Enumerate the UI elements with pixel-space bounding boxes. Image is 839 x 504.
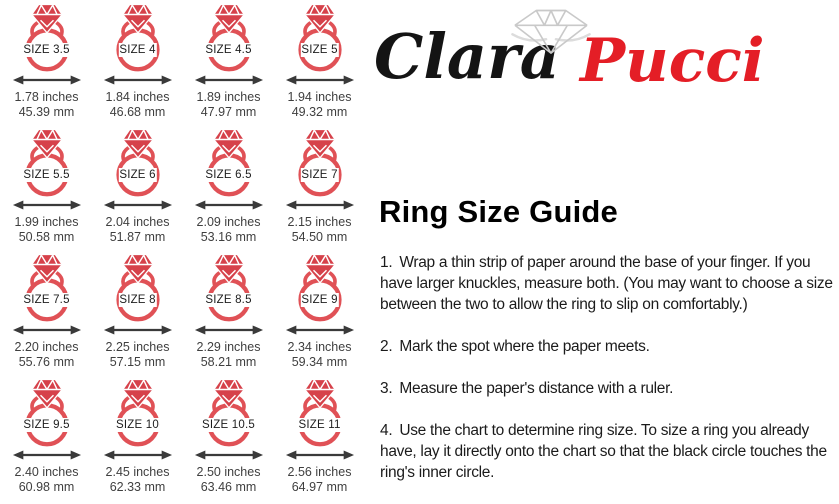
diameter-measurements	[288, 465, 352, 495]
ring-diamond-icon	[193, 378, 265, 450]
diameter-arrow-icon	[285, 324, 355, 336]
ring-size-cell	[183, 127, 274, 252]
instruction-step-2	[380, 336, 838, 357]
diameter-inches: 2.15 inches	[287, 215, 352, 229]
diameter-measurements	[288, 215, 352, 245]
ring-diamond-icon	[284, 3, 356, 75]
ring-size-label: SIZE 5.5	[23, 169, 70, 181]
instructions-list	[380, 252, 838, 504]
diameter-arrow-icon	[12, 324, 82, 336]
ring-size-label: SIZE 8	[119, 294, 156, 306]
diameter-inches: 2.40 inches	[14, 465, 79, 479]
diameter-inches: 2.45 inches	[105, 465, 170, 479]
ring-diamond-icon	[11, 3, 83, 75]
ring-size-label: SIZE 9	[301, 294, 338, 306]
diameter-arrow-icon	[12, 199, 82, 211]
diameter-mm: 54.50 mm	[291, 230, 348, 244]
ring-diamond-icon	[11, 253, 83, 325]
diameter-inches: 2.04 inches	[105, 215, 170, 229]
diameter-mm: 49.32 mm	[291, 105, 348, 119]
diameter-mm: 55.76 mm	[18, 355, 75, 369]
diameter-arrow-icon	[103, 324, 173, 336]
ring-diamond-icon	[193, 3, 265, 75]
brand-name-first: Clara	[374, 20, 560, 93]
diameter-measurements	[288, 340, 352, 370]
diameter-mm: 62.33 mm	[109, 480, 166, 494]
ring-diamond-icon	[102, 253, 174, 325]
diameter-arrow-icon	[103, 74, 173, 86]
ring-icon	[11, 378, 83, 447]
diameter-mm: 50.58 mm	[18, 230, 75, 244]
ring-size-cell	[92, 252, 183, 377]
ring-size-label: SIZE 7	[301, 169, 338, 181]
instruction-step-4	[380, 420, 838, 483]
diameter-arrow-icon	[103, 199, 173, 211]
diameter-measurements	[197, 215, 261, 245]
diameter-inches: 2.29 inches	[196, 340, 261, 354]
ring-size-cell	[274, 252, 365, 377]
diameter-inches: 2.50 inches	[196, 465, 261, 479]
ring-size-cell	[92, 127, 183, 252]
diameter-measurements	[197, 465, 261, 495]
ring-diamond-icon	[284, 378, 356, 450]
diameter-mm: 53.16 mm	[200, 230, 257, 244]
diameter-measurements	[15, 90, 79, 120]
ring-size-label: SIZE 11	[298, 419, 341, 431]
ring-icon	[193, 253, 265, 322]
ring-size-label: SIZE 7.5	[23, 294, 70, 306]
diameter-inches: 1.99 inches	[14, 215, 79, 229]
step-number: 2.	[380, 338, 393, 355]
ring-size-cell	[92, 377, 183, 502]
diameter-inches: 1.89 inches	[196, 90, 261, 104]
ring-icon	[284, 128, 356, 197]
instruction-step-1	[380, 252, 838, 315]
ring-size-label: SIZE 9.5	[23, 419, 70, 431]
ring-diamond-icon	[102, 128, 174, 200]
diameter-mm: 58.21 mm	[200, 355, 257, 369]
diameter-mm: 51.87 mm	[109, 230, 166, 244]
step-text: Use the chart to determine ring size. To size a ring you already have, lay it directly onto the chart so that the black circle touches the ring's inner circle.	[380, 422, 827, 481]
diameter-inches: 2.25 inches	[105, 340, 170, 354]
ring-size-cell	[274, 2, 365, 127]
ring-size-cell	[183, 252, 274, 377]
ring-size-cell	[1, 252, 92, 377]
diameter-arrow-icon	[194, 449, 264, 461]
step-number: 1.	[380, 254, 393, 271]
ring-size-label: SIZE 4	[119, 44, 156, 56]
diameter-arrow-icon	[285, 199, 355, 211]
diameter-arrow-icon	[12, 74, 82, 86]
diameter-inches: 2.34 inches	[287, 340, 352, 354]
ring-size-cell	[1, 2, 92, 127]
diameter-arrow-icon	[103, 449, 173, 461]
diameter-measurements	[15, 340, 79, 370]
diameter-arrow-icon	[194, 74, 264, 86]
diameter-mm: 63.46 mm	[200, 480, 257, 494]
ring-size-cell	[1, 377, 92, 502]
ring-diamond-icon	[284, 128, 356, 200]
ring-size-label: SIZE 5	[301, 44, 338, 56]
diameter-measurements	[288, 90, 352, 120]
ring-icon	[193, 3, 265, 72]
ring-diamond-icon	[102, 3, 174, 75]
diameter-inches: 1.78 inches	[14, 90, 79, 104]
diameter-measurements	[15, 215, 79, 245]
ring-icon	[284, 253, 356, 322]
diameter-arrow-icon	[285, 74, 355, 86]
diameter-measurements	[106, 340, 170, 370]
diameter-inches: 2.56 inches	[287, 465, 352, 479]
instruction-step-3	[380, 378, 838, 399]
diameter-inches: 2.09 inches	[196, 215, 261, 229]
diameter-measurements	[106, 215, 170, 245]
step-number: 4.	[380, 422, 393, 439]
diameter-measurements	[106, 90, 170, 120]
diameter-measurements	[15, 465, 79, 495]
ring-icon	[102, 128, 174, 197]
diameter-inches: 1.84 inches	[105, 90, 170, 104]
diameter-mm: 47.97 mm	[200, 105, 257, 119]
ring-icon	[102, 3, 174, 72]
step-text: Wrap a thin strip of paper around the base of your finger. If you have larger knuckles, measure both. (You may want to choose a size between the two to allow the ring to slip on comfortably.)	[380, 254, 833, 313]
ring-icon	[193, 378, 265, 447]
brand-name-second: Pucci	[580, 26, 765, 96]
diameter-mm: 46.68 mm	[109, 105, 166, 119]
diameter-mm: 45.39 mm	[18, 105, 75, 119]
diameter-mm: 59.34 mm	[291, 355, 348, 369]
diameter-mm: 64.97 mm	[291, 480, 348, 494]
ring-icon	[284, 3, 356, 72]
ring-size-label: SIZE 6	[119, 169, 156, 181]
ring-size-chart	[1, 2, 371, 502]
ring-size-label: SIZE 4.5	[205, 44, 252, 56]
diameter-measurements	[197, 340, 261, 370]
step-text: Mark the spot where the paper meets.	[399, 338, 650, 355]
ring-diamond-icon	[193, 128, 265, 200]
ring-size-cell	[274, 127, 365, 252]
ring-size-label: SIZE 8.5	[205, 294, 252, 306]
step-text: Measure the paper's distance with a ruler.	[399, 380, 674, 397]
ring-diamond-icon	[11, 128, 83, 200]
ring-size-cell	[1, 127, 92, 252]
ring-size-label: SIZE 6.5	[205, 169, 252, 181]
ring-diamond-icon	[193, 253, 265, 325]
ring-icon	[102, 253, 174, 322]
ring-diamond-icon	[284, 253, 356, 325]
ring-size-label: SIZE 3.5	[23, 44, 70, 56]
ring-icon	[284, 378, 356, 447]
diameter-arrow-icon	[285, 449, 355, 461]
diameter-mm: 57.15 mm	[109, 355, 166, 369]
ring-icon	[193, 128, 265, 197]
diameter-mm: 60.98 mm	[18, 480, 75, 494]
ring-size-cell	[183, 377, 274, 502]
diameter-inches: 1.94 inches	[287, 90, 352, 104]
ring-icon	[102, 378, 174, 447]
brand-logo	[374, 0, 839, 105]
diameter-arrow-icon	[12, 449, 82, 461]
page-title: Ring Size Guide	[379, 194, 618, 229]
diameter-arrow-icon	[194, 199, 264, 211]
ring-diamond-icon	[11, 378, 83, 450]
diameter-arrow-icon	[194, 324, 264, 336]
ring-size-cell	[183, 2, 274, 127]
ring-size-cell	[274, 377, 365, 502]
diameter-measurements	[106, 465, 170, 495]
ring-size-label: SIZE 10.5	[202, 419, 255, 431]
diameter-measurements	[197, 90, 261, 120]
ring-icon	[11, 128, 83, 197]
diameter-inches: 2.20 inches	[14, 340, 79, 354]
ring-icon	[11, 3, 83, 72]
ring-size-label: SIZE 10	[116, 419, 159, 431]
ring-size-cell	[92, 2, 183, 127]
ring-diamond-icon	[102, 378, 174, 450]
ring-icon	[11, 253, 83, 322]
step-number: 3.	[380, 380, 393, 397]
